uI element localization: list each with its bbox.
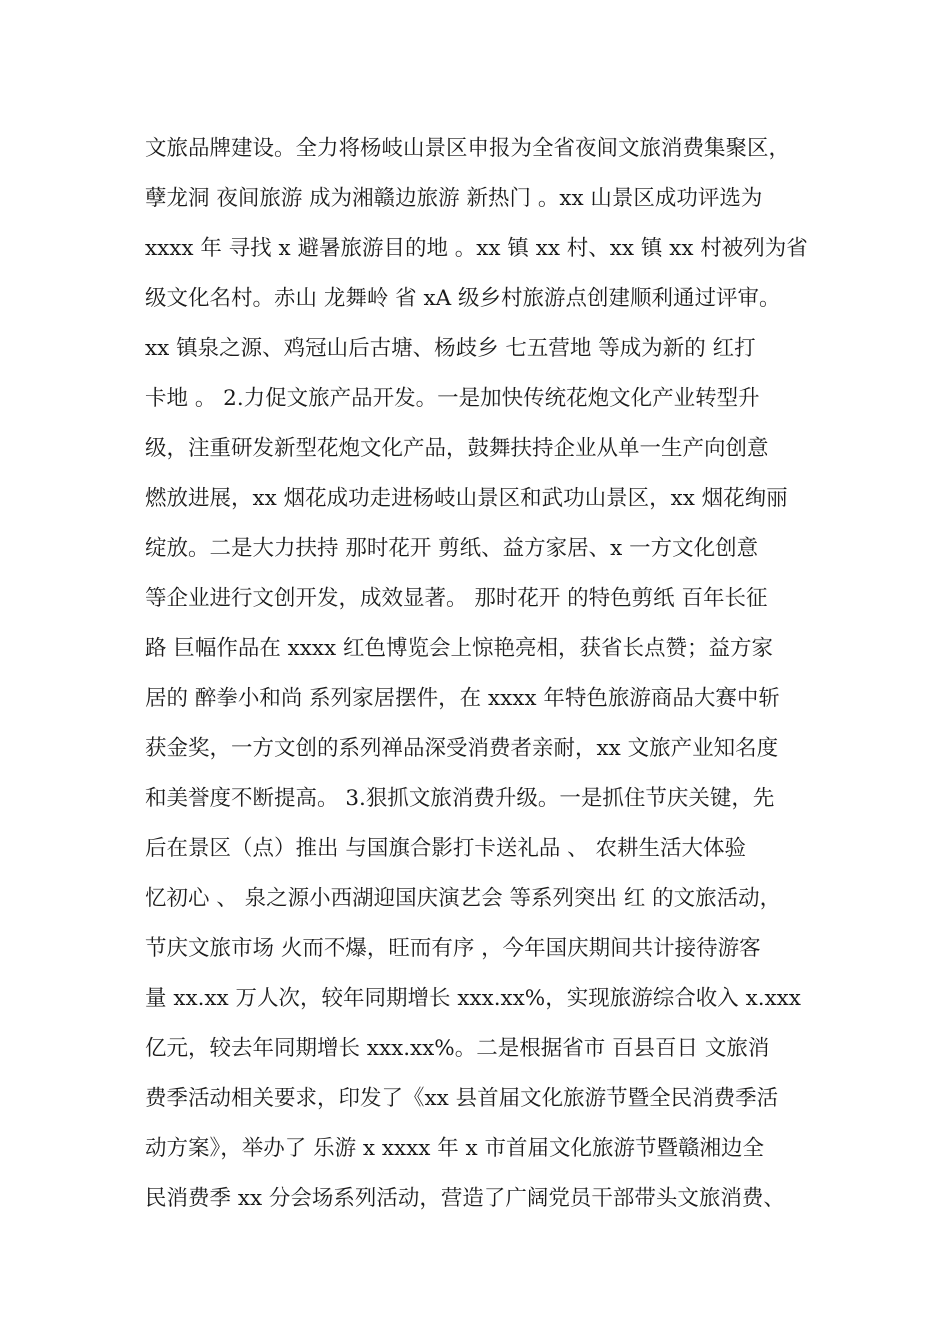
text-line: 节庆文旅市场 火而不爆，旺而有序 ，今年国庆期间共计接待游客: [145, 936, 761, 961]
text-line: 燃放进展，xx 烟花成功走进杨岐山景区和武功山景区，xx 烟花绚丽: [145, 486, 788, 511]
text-line: 后在景区（点）推出 与国旗合影打卡送礼品 、 农耕生活大体验: [145, 836, 747, 861]
text-line: xx 镇泉之源、鸡冠山后古塘、杨歧乡 七五营地 等成为新的 红打: [145, 336, 756, 361]
text-line: 级文化名村。赤山 龙舞岭 省 xA 级乡村旅游点创建顺利通过评审。: [145, 286, 781, 311]
text-line: 和美誉度不断提高。 3.狠抓文旅消费升级。一是抓住节庆关键，先: [145, 786, 775, 811]
body-text: [145, 124, 835, 1224]
text-line: 亿元，较去年同期增长 xxx.xx%。二是根据省市 百县百日 文旅消: [145, 1036, 770, 1061]
text-line: 等企业进行文创开发，成效显著。 那时花开 的特色剪纸 百年长征: [145, 586, 768, 611]
text-line: 动方案》，举办了 乐游 x xxxx 年 x 市首届文化旅游节暨赣湘边全: [145, 1136, 765, 1161]
text-line: 绽放。二是大力扶持 那时花开 剪纸、益方家居、x 一方文化创意: [145, 536, 759, 561]
text-line: 忆初心 、 泉之源小西湖迎国庆演艺会 等系列突出 红 的文旅活动，: [145, 886, 782, 911]
text-line: 孽龙洞 夜间旅游 成为湘赣边旅游 新热门 。xx 山景区成功评选为: [145, 186, 763, 211]
text-line: 获金奖，一方文创的系列禅品深受消费者亲耐，xx 文旅产业知名度: [145, 736, 779, 761]
text-line: 居的 醉拳小和尚 系列家居摆件，在 xxxx 年特色旅游商品大赛中斩: [145, 686, 780, 711]
text-line: 费季活动相关要求，印发了《xx 县首届文化旅游节暨全民消费季活: [145, 1086, 779, 1111]
text-line: 量 xx.xx 万人次，较年同期增长 xxx.xx%，实现旅游综合收入 x.xxx: [145, 986, 801, 1011]
text-line: xxxx 年 寻找 x 避暑旅游目的地 。xx 镇 xx 村、xx 镇 xx 村被列为省: [145, 236, 808, 261]
text-line: 卡地 。 2.力促文旅产品开发。一是加快传统花炮文化产业转型升: [145, 386, 760, 411]
text-line: 级，注重研发新型花炮文化产品，鼓舞扶持企业从单一生产向创意: [145, 436, 769, 461]
text-line: 路 巨幅作品在 xxxx 红色博览会上惊艳亮相，获省长点赞；益方家: [145, 636, 774, 661]
text-line: 文旅品牌建设。全力将杨岐山景区申报为全省夜间文旅消费集聚区，: [145, 136, 791, 161]
text-line: 民消费季 xx 分会场系列活动，营造了广阔党员干部带头文旅消费、: [145, 1186, 785, 1211]
